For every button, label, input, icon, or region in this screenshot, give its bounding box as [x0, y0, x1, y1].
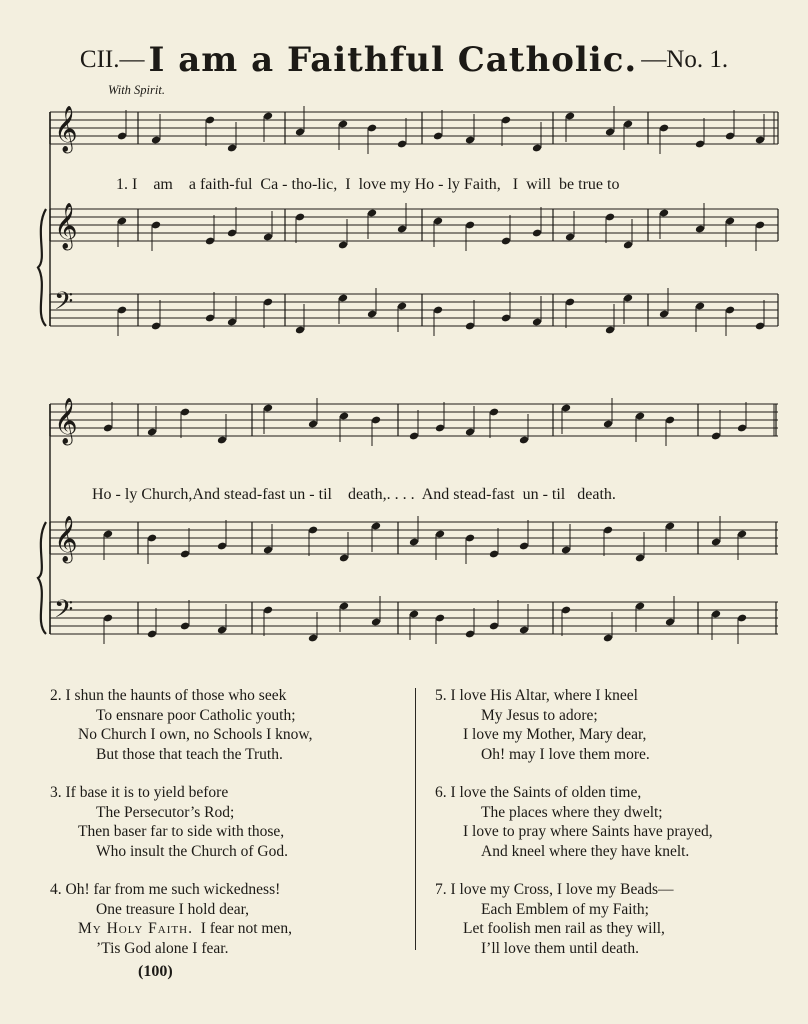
verse-number: 6.: [435, 784, 447, 801]
bass-clef: 𝄢: [54, 595, 74, 630]
bass-clef: 𝄢: [54, 287, 74, 322]
verse-line: I shun the haunts of those who seek: [65, 687, 287, 704]
page-number: (100): [138, 963, 173, 980]
verse-line: I love the Saints of olden time,: [450, 784, 642, 801]
verse-3: [50, 783, 400, 861]
verse-2: [50, 686, 400, 764]
verse-number: 4.: [50, 881, 62, 898]
staff-brace: [38, 522, 46, 634]
hymn-number: CII.—: [79, 46, 145, 73]
lyric-line-1: 1. I am a faith-ful Ca - tho-lic, I love my Ho - ly Faith, I will be true to: [116, 176, 620, 193]
verse-number: 7.: [435, 881, 447, 898]
verse-line: Then baser far to side with those,: [78, 823, 285, 840]
verse-line: I’ll love them until death.: [481, 939, 639, 957]
verse-line: No Church I own, no Schools I know,: [78, 726, 313, 743]
verse-number: 2.: [50, 687, 62, 704]
verse-line: I love my Cross, I love my Beads—: [450, 881, 674, 898]
verse-7: [435, 880, 785, 958]
verse-6: [435, 783, 785, 861]
verse-line: The places where they dwelt;: [481, 803, 663, 821]
verse-line: If base it is to yield before: [65, 784, 229, 801]
verse-5: [435, 686, 785, 764]
music-system-1: [0, 95, 808, 355]
verse-line: I love His Altar, where I kneel: [450, 687, 638, 704]
verses-section: [40, 686, 780, 961]
hymn-suffix: —No. 1.: [641, 46, 729, 73]
verse-line: I love my Mother, Mary dear,: [463, 726, 647, 743]
hymn-name: I am a Faithful Catholic.: [148, 40, 638, 80]
verse-line: Each Emblem of my Faith;: [481, 900, 649, 918]
music-system-2: [0, 380, 808, 660]
lyric-line-2: Ho - ly Church,And stead-fast un - til death,. . . . And stead-fast un - til death.: [92, 486, 616, 503]
verses-column-left: [50, 686, 400, 977]
treble-clef: 𝄞: [54, 398, 78, 444]
treble-clef: 𝄞: [54, 203, 78, 249]
tempo-marking: With Spirit.: [108, 83, 165, 97]
treble-clef: 𝄞: [54, 516, 78, 562]
column-divider: [415, 688, 416, 950]
verse-line: One treasure I hold dear,: [96, 900, 250, 918]
verse-number: 5.: [435, 687, 447, 704]
verse-line: Oh! far from me such wickedness!: [65, 881, 281, 898]
treble-clef: 𝄞: [54, 106, 78, 152]
verse-line: Who insult the Church of God.: [96, 842, 289, 860]
verse-line-smallcaps: My Holy Faith.: [78, 920, 193, 937]
verse-line: Oh! may I love them more.: [481, 745, 650, 763]
verse-line: But those that teach the Truth.: [96, 745, 283, 763]
verse-line: I love to pray where Saints have prayed,: [463, 823, 713, 840]
verse-line: And kneel where they have knelt.: [481, 842, 690, 860]
verse-line: The Persecutor’s Rod;: [96, 803, 235, 821]
verse-line: Let foolish men rail as they will,: [463, 920, 665, 937]
verse-line: To ensnare poor Catholic youth;: [96, 706, 296, 724]
verse-number: 3.: [50, 784, 62, 801]
verses-column-right: [435, 686, 785, 977]
staff-brace: [38, 209, 46, 326]
verse-line: My Jesus to adore;: [481, 706, 598, 724]
verse-line: ’Tis God alone I fear.: [96, 939, 229, 957]
verse-line: I fear not men,: [200, 920, 292, 937]
hymn-title: [0, 40, 808, 80]
verse-4: [50, 880, 400, 958]
